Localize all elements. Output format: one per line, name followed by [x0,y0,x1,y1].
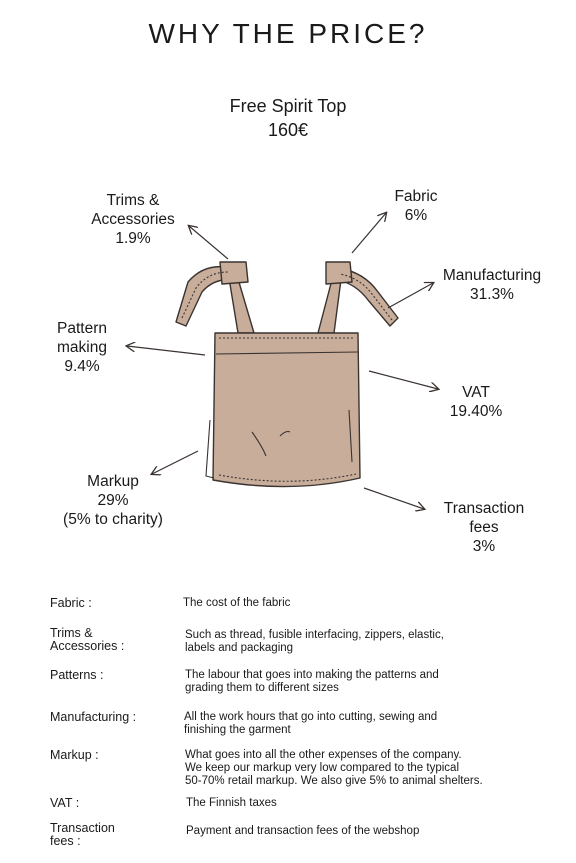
definition-desc-line: What goes into all the other expenses of the company. [185,749,462,761]
callout-trims-label-2: Accessories [91,211,175,228]
callout-manufacturing-label: Manufacturing [442,267,542,284]
definition-desc-line: finishing the garment [184,724,291,736]
callout-fabric [378,187,454,225]
callout-markup-note: (5% to charity) [63,511,163,528]
definition-desc-line: labels and packaging [185,642,294,654]
definition-term [50,797,79,810]
callout-pattern-label-1: Pattern [57,320,107,337]
callout-trims-label-1: Trims & [106,192,160,209]
product-price: 160€ [267,120,309,140]
definition-term [50,669,104,682]
definition-term-line: Manufacturing : [50,710,137,724]
callout-transaction-label-2: fees [469,519,499,536]
callout-manufacturing [428,266,556,304]
definition-term-line: Transaction [50,821,115,835]
definition-term [50,749,99,762]
definition-term-line: Markup : [50,748,99,762]
callout-manufacturing-value: 31.3% [470,286,514,303]
definition-desc [183,597,528,610]
definition-desc-line: All the work hours that go into cutting, sewing and [184,711,438,723]
definition-desc-line: Payment and transaction fees of the webshop [186,825,420,837]
callout-vat [436,383,516,421]
definition-desc [185,749,530,788]
definition-term [50,822,115,848]
definition-term-line: VAT : [50,796,80,810]
definition-term-line: fees : [50,834,81,848]
definition-term [50,627,124,653]
garment-illustration [176,262,398,487]
right-tie-knot [326,262,352,284]
definition-desc [186,797,531,810]
left-tie-knot [220,262,248,284]
definition-desc-line: We keep our markup very low compared to the typical [185,762,459,774]
arrow-transaction [364,488,424,509]
definition-desc-line: The cost of the fabric [183,597,291,609]
definition-term-line: Fabric : [50,596,92,610]
definition-term-line: Trims & [50,626,93,640]
definition-desc-line: grading them to different sizes [185,682,339,694]
definition-desc [184,711,529,737]
callout-trims [80,191,186,248]
callout-markup [48,472,178,529]
definition-desc-line: The Finnish taxes [186,797,277,809]
definition-term [50,597,92,610]
callout-transaction [430,499,538,556]
callout-pattern-label-2: making [57,339,107,356]
definition-desc-line: 50-70% retail markup. We also give 5% to animal shelters. [185,775,483,787]
callout-trims-value: 1.9% [115,230,151,247]
callout-transaction-label-1: Transaction [443,500,525,517]
arrow-manufacturing [388,283,433,308]
callout-fabric-value: 6% [404,207,428,224]
definition-desc [186,825,531,838]
arrow-vat [369,371,438,389]
definition-desc-line: The labour that goes into making the patterns and [185,669,439,681]
definition-term-line: Accessories : [50,639,125,653]
callout-fabric-label: Fabric [394,188,438,205]
callout-vat-value: 19.40% [449,403,503,420]
definition-desc [185,629,530,655]
page-title: WHY THE PRICE? [148,18,428,49]
definition-desc [185,669,530,695]
callout-pattern-value: 9.4% [64,358,100,375]
product-name: Free Spirit Top [229,96,347,116]
definition-term-line: Patterns : [50,668,104,682]
callout-vat-label: VAT [462,384,490,401]
arrow-markup [152,451,198,474]
callout-pattern [42,319,122,376]
arrow-pattern [127,346,205,355]
definition-term [50,711,136,724]
bodice-body [213,333,360,487]
callout-markup-label: Markup [87,473,139,490]
definition-desc-line: Such as thread, fusible interfacing, zippers, elastic, [185,629,444,641]
callout-transaction-value: 3% [472,538,496,555]
arrow-trims [189,226,228,259]
callout-markup-value: 29% [97,492,129,509]
